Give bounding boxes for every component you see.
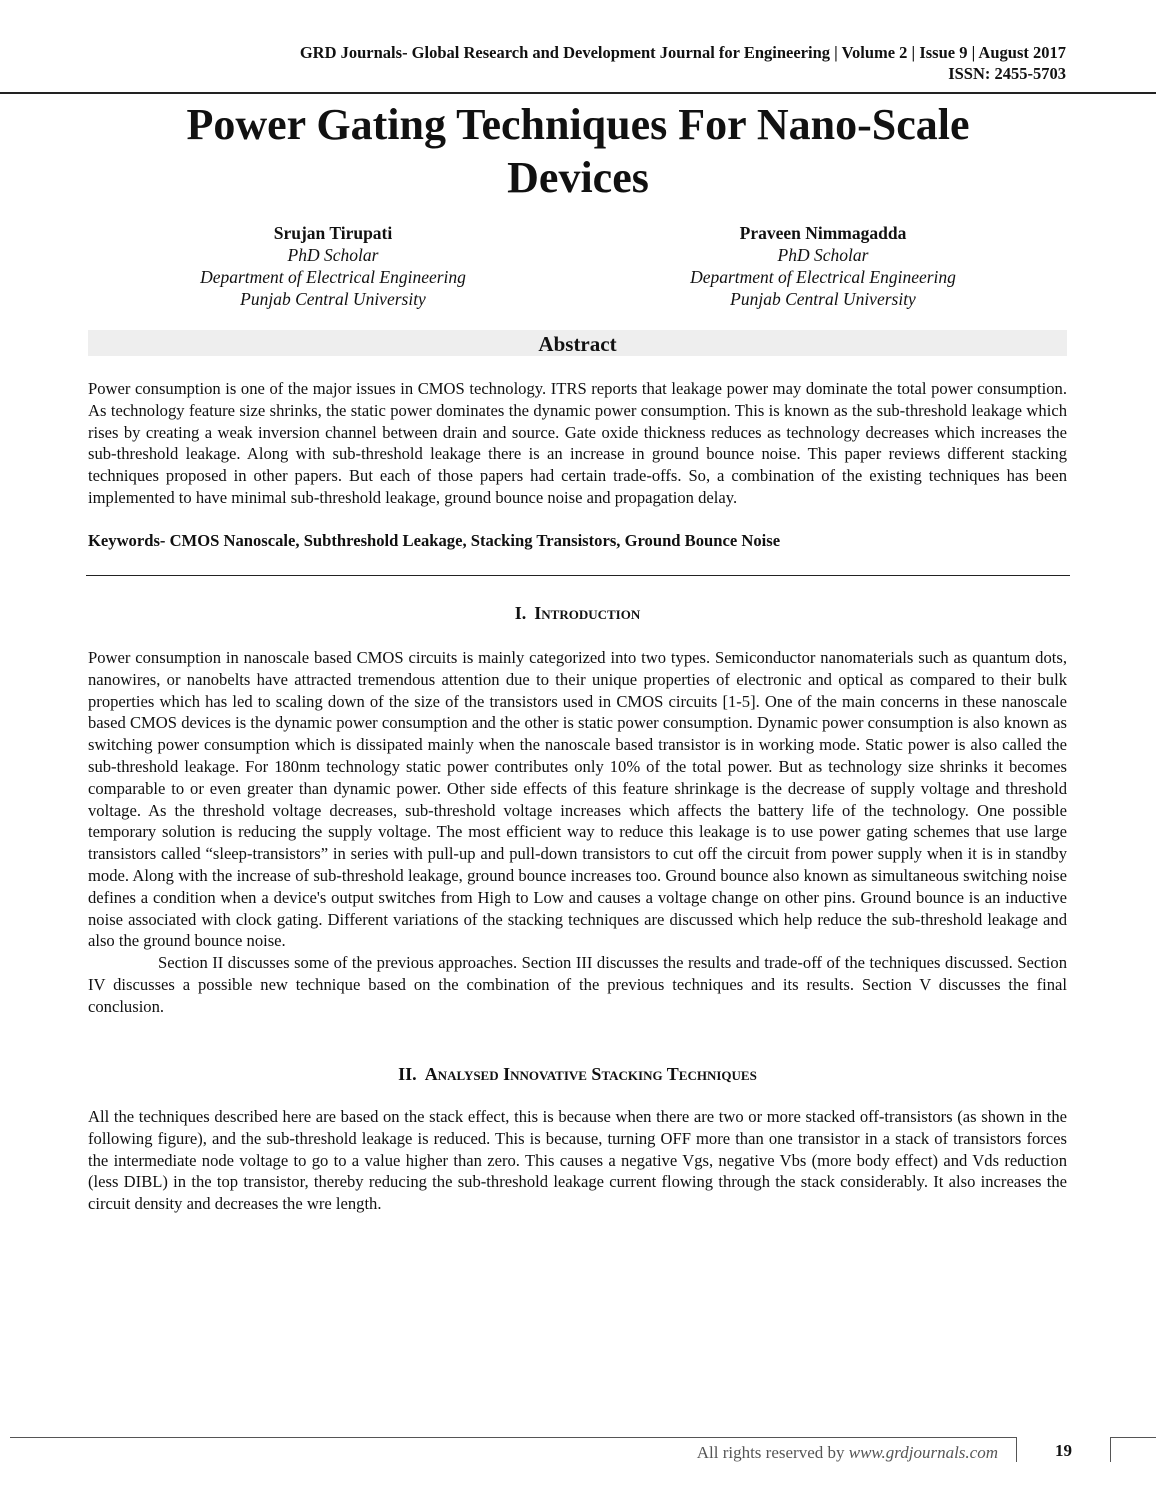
- rights-text: All rights reserved by: [696, 1443, 849, 1462]
- section-title: Introduction: [534, 603, 641, 623]
- author-2: [578, 222, 1068, 310]
- abstract-heading: Abstract: [88, 330, 1067, 356]
- header-divider: [0, 92, 1156, 94]
- footer-divider: [1110, 1437, 1111, 1462]
- section-number: I.: [514, 603, 527, 623]
- author-department: Department of Electrical Engineering: [690, 267, 956, 287]
- journal-header: [86, 42, 1066, 84]
- author-role: PhD Scholar: [287, 245, 379, 265]
- page-number: 19: [1055, 1441, 1072, 1460]
- paragraph: Section II discusses some of the previous approaches. Section III discusses the results and trade-off of the techniques discussed. Section IV discusses a possible new technique based on the combination of the previous techniques and its results. Section V discusses the final conclusion.: [88, 953, 1067, 1016]
- paper-title-line-2: Devices: [507, 153, 649, 202]
- section-heading-stacking-techniques: [88, 1062, 1067, 1086]
- introduction-body: [88, 647, 1067, 1018]
- section-heading-introduction: [88, 601, 1067, 625]
- paragraph: All the techniques described here are based on the stack effect, this is because when there are two or more stacked off-transistors (as shown in the following figure), and the sub-threshold leakage is reduced. This is because, turning OFF more than one transistor in a stack of transistors forces the intermediate node voltage to go to a value higher than zero. This causes a negative Vgs, negative Vbs (more body effect) and Vds reduction (less DIBL) in the top transistor, thereby reducing the sub-threshold leakage current flowing through the stack considerably. It also increases the circuit density and decreases the wre length.: [88, 1107, 1067, 1214]
- paragraph: Power consumption in nanoscale based CMOS circuits is mainly categorized into two types. Semiconductor nanomaterials such as quantum dots, nanowires, or nanobelts have attracted tremendous attention due to their unique properties of electronic and optical as compared to their bulk properties which has led to scaling down of the size of the transistors used in CMOS circuits [1-5]. One of the main concerns in these nanoscale based CMOS devices is the dynamic power consumption and the other is static power consumption. Dynamic power consumption is also known as switching power consumption which is dissipated mainly when the nanoscale based transistor is in working mode. Static power is also called the sub-threshold leakage. For 180nm technology static power contributes only 10% of the total power. But as technology size shrinks it becomes comparable to or even greater than dynamic power. Other side effects of this feature shrinkage is the decrease of supply voltage and threshold voltage. As the threshold voltage decreases, sub-threshold voltage increases which affects the battery life of the technology. One possible temporary solution is reducing the supply voltage. The most efficient way to reduce this leakage is to use power gating schemes that use large transistors called “sleep-transistors” in series with pull-up and pull-down transistors to cut off the circuit from power supply when it is in standby mode. Along with the increase of sub-threshold leakage, ground bounce increases too. Ground bounce also known as simultaneous switching noise defines a condition when a device's output switches from High to Low and causes a voltage change on other pins. Ground bounce is an inductive noise associated with clock gating. Different variations of the stacking techniques are discussed which help reduce the sub-threshold leakage and also the ground bounce noise.: [88, 648, 1067, 951]
- abstract-text: Power consumption is one of the major issues in CMOS technology. ITRS reports that leakage power may dominate the total power consumption. As technology feature size shrinks, the static power dominates the dynamic power consumption. This is known as the sub-threshold leakage which rises by creating a weak inversion channel between drain and source. Gate oxide thickness reduces as technology decreases which increases the sub-threshold leakage. Along with sub-threshold leakage there is an increase in ground bounce noise. This paper reviews different stacking techniques proposed in other papers. But each of those papers had certain trade-offs. So, a combination of the existing techniques has been implemented to have minimal sub-threshold leakage, ground bounce noise and propagation delay.: [88, 379, 1067, 507]
- journal-citation: GRD Journals- Global Research and Development Journal for Engineering | Volume 2 | Issue 9 | August 2017: [299, 43, 1066, 62]
- author-name: Praveen Nimmagadda: [739, 223, 907, 243]
- author-university: Punjab Central University: [240, 289, 426, 309]
- author-1: [88, 222, 578, 310]
- author-role: PhD Scholar: [777, 245, 869, 265]
- paper-title: [140, 98, 1016, 204]
- footer-rights: [500, 1442, 998, 1464]
- section-number: II.: [398, 1064, 417, 1084]
- author-university: Punjab Central University: [730, 289, 916, 309]
- stacking-techniques-body: [88, 1106, 1067, 1215]
- author-department: Department of Electrical Engineering: [200, 267, 466, 287]
- footer-divider: [1110, 1437, 1156, 1438]
- journal-issn: ISSN: 2455-5703: [948, 64, 1066, 83]
- section-divider: [86, 575, 1070, 576]
- section-title: Analysed Innovative Stacking Techniques: [424, 1064, 757, 1084]
- footer-divider: [10, 1437, 1016, 1438]
- author-name: Srujan Tirupati: [273, 223, 393, 243]
- keywords: Keywords- CMOS Nanoscale, Subthreshold Leakage, Stacking Transistors, Ground Bounce Noise: [88, 531, 781, 550]
- paper-title-line-1: Power Gating Techniques For Nano-Scale: [186, 100, 970, 149]
- journal-website-link[interactable]: www.grdjournals.com: [848, 1443, 998, 1462]
